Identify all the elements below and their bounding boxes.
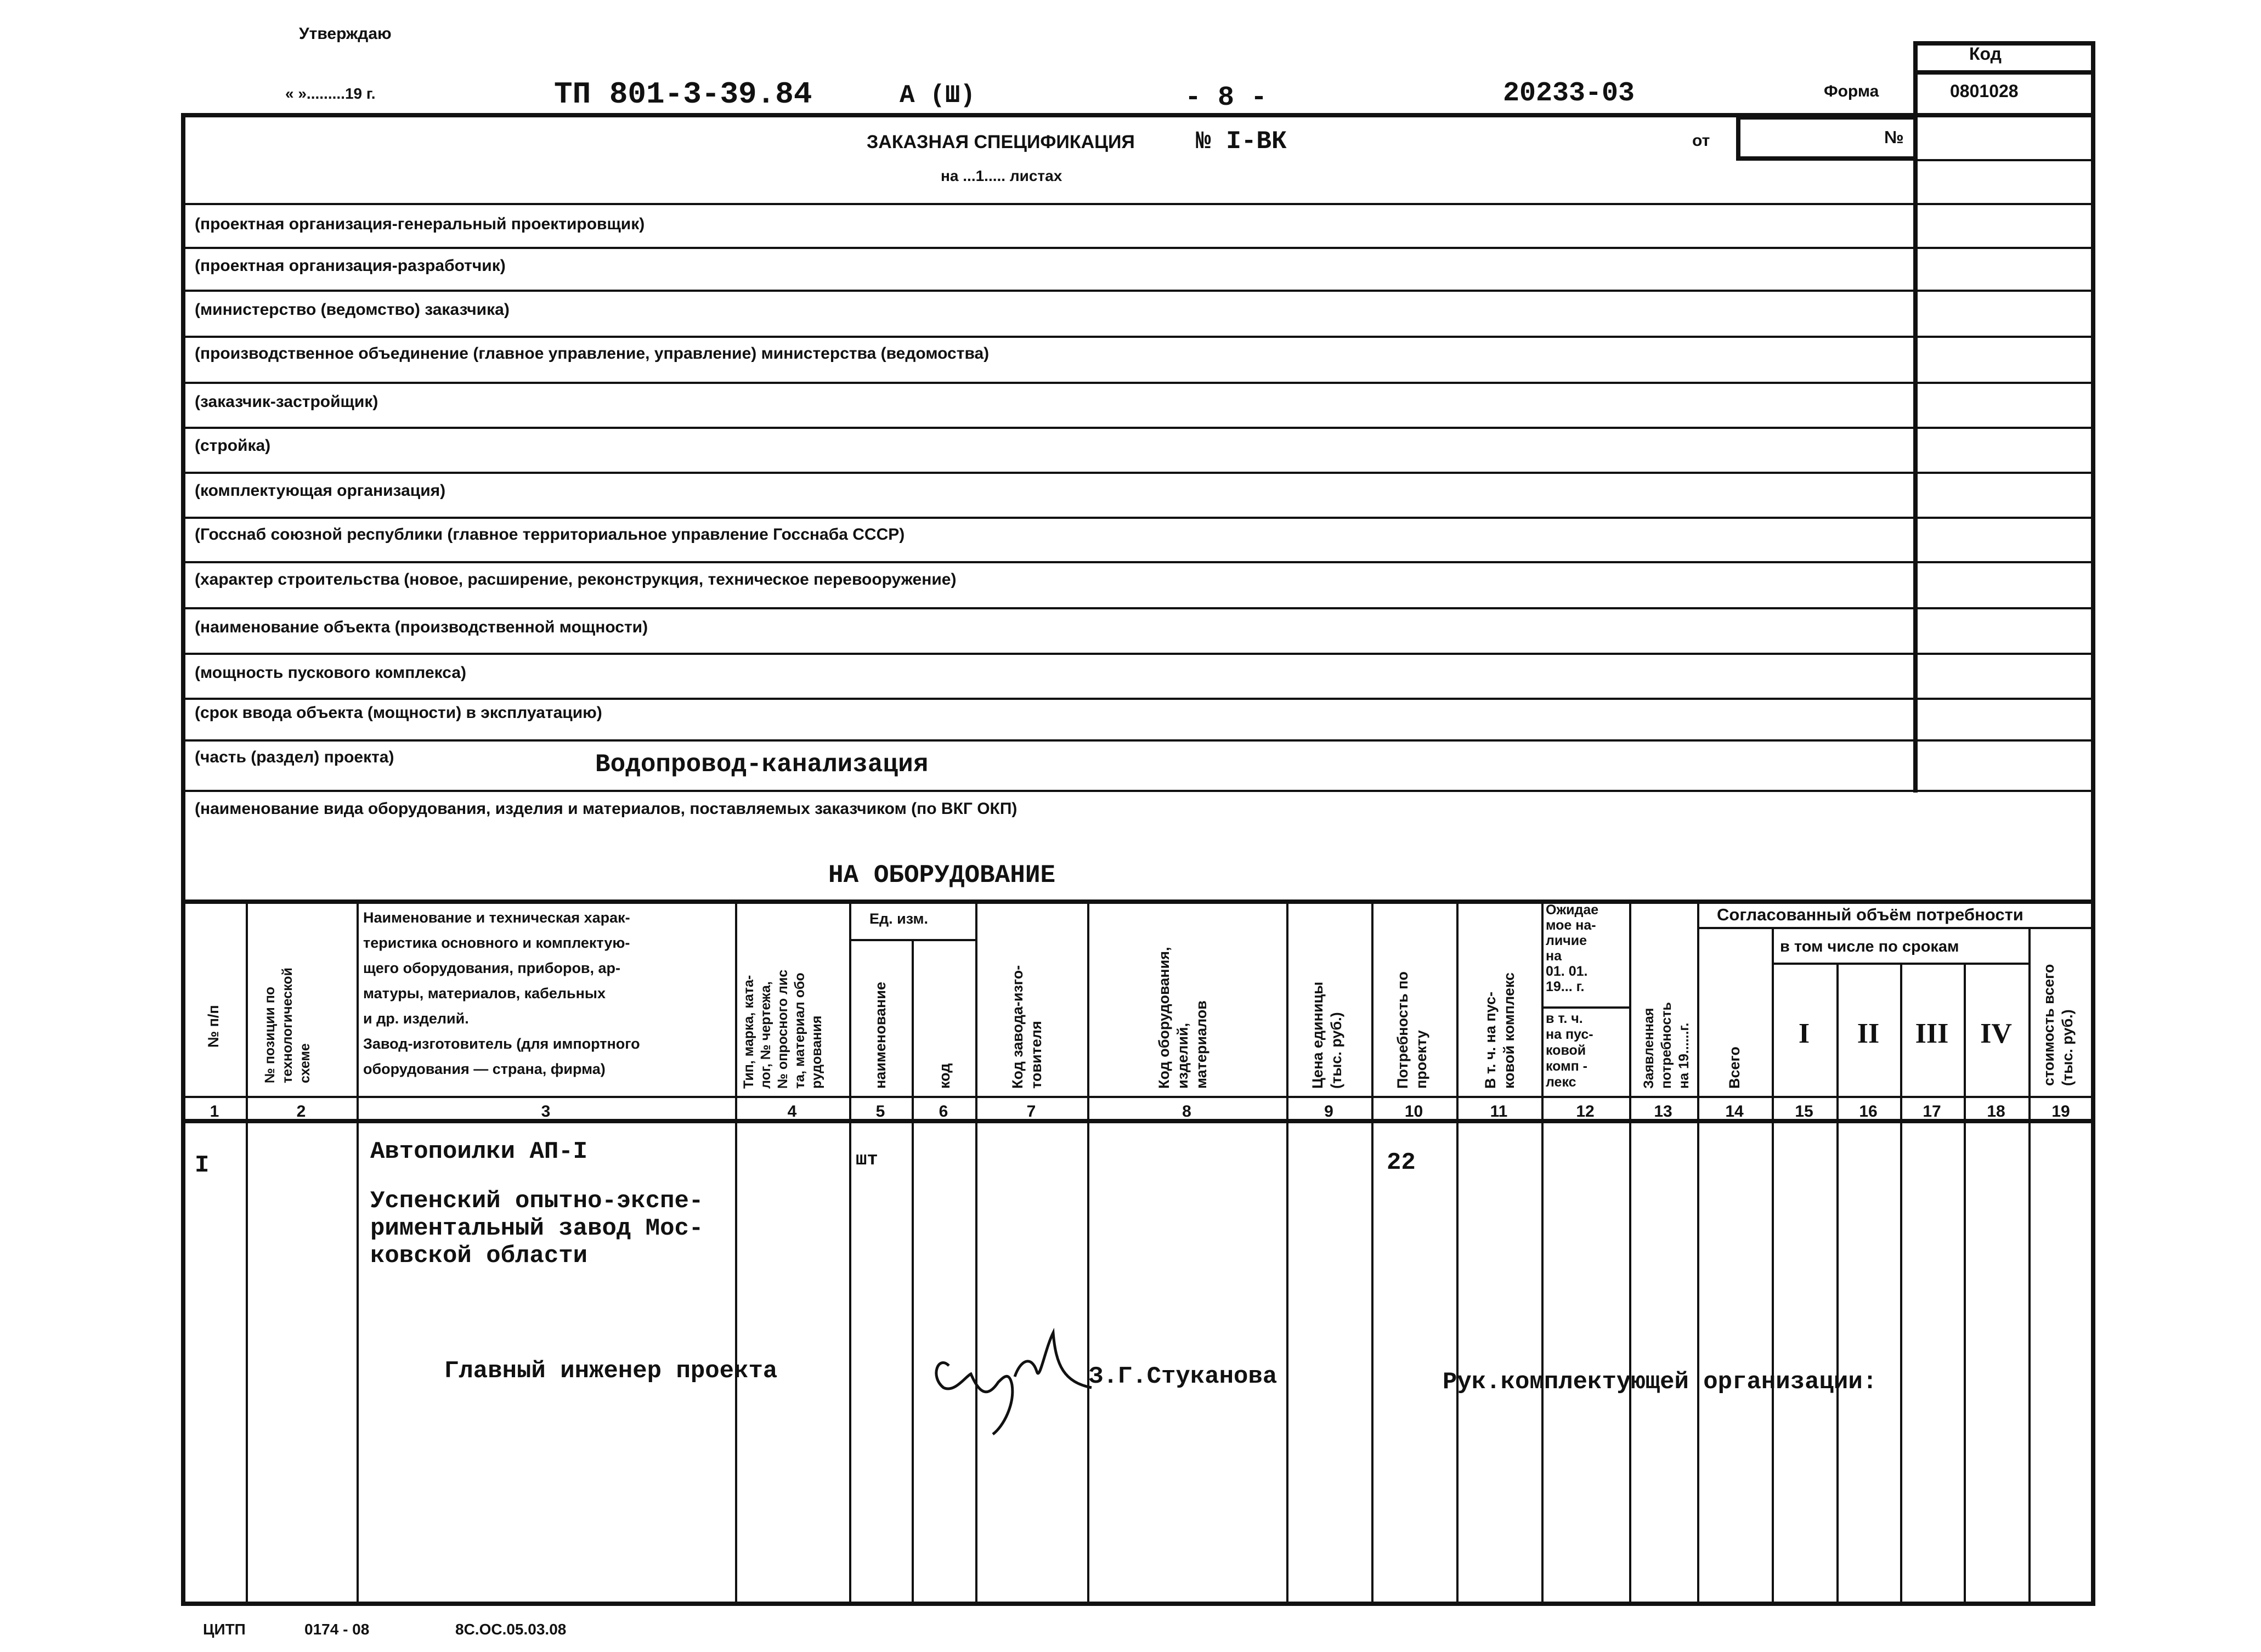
spec-title: ЗАКАЗНАЯ СПЕЦИФИКАЦИЯ <box>867 132 1135 152</box>
col9-header: Цена единицы (тыс. руб.) <box>1309 981 1344 1089</box>
row-project-part: (часть (раздел) проекта) <box>195 748 394 766</box>
term-4-header: IV <box>1980 1018 2012 1049</box>
project-code: ТП 801-3-39.84 <box>554 77 812 112</box>
col4-header: Тип, марка, ката- лог, № чертежа, № опросного лис та, материал обо рудования <box>741 969 824 1089</box>
term-1-header: I <box>1798 1018 1810 1049</box>
entry-unit: шт <box>856 1150 878 1170</box>
row-developer: (проектная организация-разработчик) <box>195 257 506 275</box>
term-2-header: II <box>1857 1018 1880 1049</box>
col13-header: Заявленная потребность на 19......г. <box>1641 1002 1692 1089</box>
col1-header: № п/п <box>205 1005 222 1048</box>
entry-name: Автопоилки АП-I <box>370 1138 588 1166</box>
forma-code: 0801028 <box>1950 81 2019 101</box>
col-number: 6 <box>939 1102 948 1121</box>
row-object-name: (наименование объекта (производственной мощности) <box>195 618 648 636</box>
entry-number: I <box>195 1152 210 1179</box>
col12-top-header: Ожидае мое на- личие на 01. 01. 19... г. <box>1546 902 1599 994</box>
col-number: 2 <box>296 1102 306 1121</box>
col14-header: Всего <box>1726 1046 1743 1089</box>
col19-header: стоимость всего (тыс. руб.) <box>2040 964 2076 1086</box>
row-gossnab: (Госснаб союзной республики (главное территориальное управление Госснаба СССР) <box>195 525 905 544</box>
handwritten-signature <box>927 1316 1113 1437</box>
col-number: 16 <box>1859 1102 1878 1121</box>
row-capacity: (мощность пускового комплекса) <box>195 664 466 682</box>
col-number: 12 <box>1576 1102 1595 1121</box>
col7-header: Код завода-изго- товителя <box>1009 965 1044 1089</box>
spec-no-label: № <box>1884 127 1904 147</box>
unit-group-header: Ед. изм. <box>869 910 928 927</box>
spec-number: № I-ВК <box>1196 127 1287 156</box>
footer-code-2: 8С.ОС.05.03.08 <box>455 1621 567 1638</box>
col-number: 9 <box>1324 1102 1333 1121</box>
by-terms-header: в том числе по срокам <box>1780 938 1959 955</box>
album-label: А (Ш) <box>900 81 976 110</box>
page-number: - 8 - <box>1185 82 1268 114</box>
forma-label: Форма <box>1824 82 1879 100</box>
spec-sheets: на ...1..... листах <box>941 167 1062 184</box>
project-part-value: Водопровод-канализация <box>595 750 929 779</box>
col8-header: Код оборудования, изделий, материалов <box>1156 947 1209 1089</box>
col-number: 11 <box>1490 1102 1508 1121</box>
col-number: 15 <box>1795 1102 1813 1121</box>
col-number: 13 <box>1654 1102 1672 1121</box>
row-commissioning: (срок ввода объекта (мощности) в эксплуатацию) <box>195 704 602 722</box>
doc-number: 20233-03 <box>1503 78 1635 109</box>
completing-org-label: Рук.комплектующей организации: <box>1443 1368 1878 1396</box>
col-number: 5 <box>875 1102 885 1121</box>
col12-bottom-header: в т. ч. на пус- ковой комп - лекс <box>1546 1011 1593 1090</box>
col-number: 18 <box>1987 1102 2005 1121</box>
col5-header: наименование <box>872 982 889 1089</box>
col-number: 10 <box>1404 1102 1423 1121</box>
col2-header: № позиции по технологической схеме <box>262 968 313 1083</box>
row-production-union: (производственное объединение (главное управление, управление) министерства (ведомоства) <box>195 344 990 363</box>
col-number: 17 <box>1923 1102 1941 1121</box>
approve-date-line: « ».........19 г. <box>285 85 376 102</box>
spec-ot-label: от <box>1692 132 1710 150</box>
col-number: 1 <box>210 1102 219 1121</box>
row-construction-type: (характер строительства (новое, расширение, реконструкция, техническое перевооружение) <box>195 570 957 589</box>
equipment-kind-label: (наименование вида оборудования, изделия и материалов, поставляемых заказчиком (по ВКГ ОКП) <box>195 800 1018 818</box>
col3-header: Наименование и техническая харак- теристика основного и комплектую- щего оборудования, приборов, ар- матуры, материалов, кабельных и др. изделий. Завод-изготовитель (для импортного оборудования — страна, фирма) <box>363 909 640 1077</box>
col-number: 19 <box>2051 1102 2070 1121</box>
row-construction: (стройка) <box>195 437 271 455</box>
row-completing-org: (комплектующая организация) <box>195 482 446 500</box>
row-general-designer: (проектная организация-генеральный проектировщик) <box>195 215 645 233</box>
approve-label: Утверждаю <box>299 25 392 43</box>
equipment-kind-value: НА ОБОРУДОВАНИЕ <box>828 861 1056 890</box>
chief-engineer-name: З.Г.Стуканова <box>1089 1363 1278 1390</box>
chief-engineer-label: Главный инженер проекта <box>444 1357 778 1385</box>
footer-code-1: 0174 - 08 <box>304 1621 370 1638</box>
col-number: 14 <box>1725 1102 1744 1121</box>
col11-header: В т. ч. на пус- ковой комплекс <box>1482 972 1517 1089</box>
entry-quantity: 22 <box>1387 1149 1416 1176</box>
row-customer: (заказчик-застройщик) <box>195 393 378 411</box>
col-number: 8 <box>1182 1102 1191 1121</box>
entry-maker: Успенский опытно-экспе- риментальный завод Мос- ковской области <box>370 1187 704 1270</box>
row-ministry: (министерство (ведомство) заказчика) <box>195 301 510 319</box>
footer-org: ЦИТП <box>203 1621 246 1638</box>
col10-header: Потребность по проекту <box>1394 971 1429 1089</box>
agreed-header: Согласованный объём потребности <box>1717 905 2023 924</box>
col-number: 3 <box>541 1102 551 1121</box>
col-number: 7 <box>1026 1102 1036 1121</box>
term-3-header: III <box>1915 1018 1949 1049</box>
col6-header: код <box>936 1063 953 1089</box>
kod-label: Код <box>1969 44 2002 64</box>
col-number: 4 <box>787 1102 797 1121</box>
